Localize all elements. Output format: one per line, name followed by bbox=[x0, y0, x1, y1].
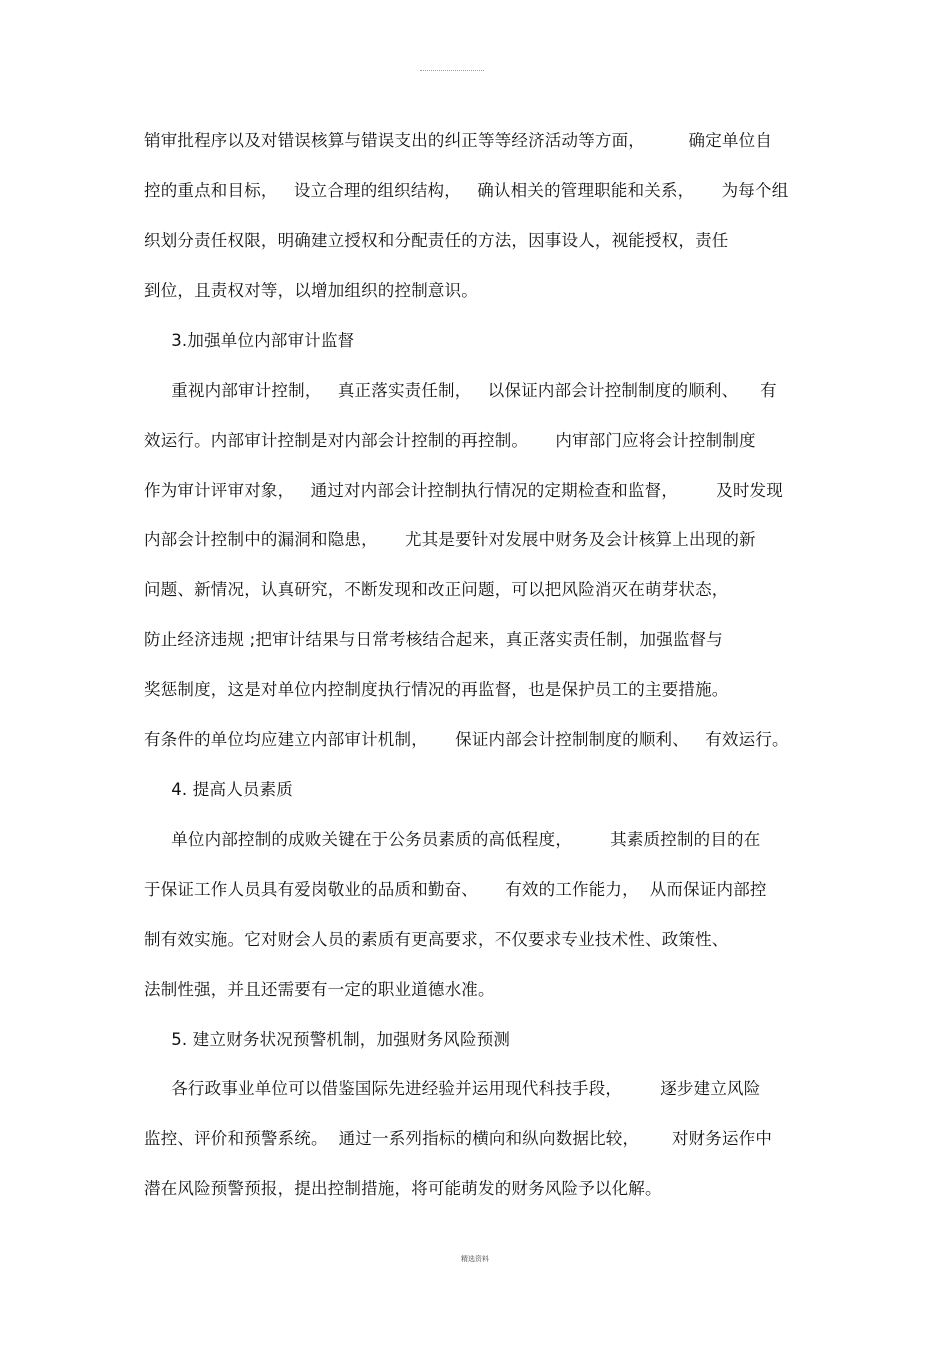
section-heading: 5. 建立财务状况预警机制，加强财务风险预测 bbox=[144, 1030, 511, 1049]
body-line: 作为审计评审对象， 通过对内部会计控制执行情况的定期检查和监督， 及时发现 bbox=[144, 481, 783, 500]
body-line: 各行政事业单位可以借鉴国际先进经验并运用现代科技手段， 逐步建立风险 bbox=[144, 1079, 761, 1098]
body-line: 内部会计控制中的漏洞和隐患， 尤其是要针对发展中财务及会计核算上出现的新 bbox=[144, 530, 756, 549]
body-line: 有条件的单位均应建立内部审计机制， 保证内部会计控制制度的顺利、 有效运行。 bbox=[144, 730, 789, 749]
section-heading: 3.加强单位内部审计监督 bbox=[144, 331, 355, 350]
body-line: 奖惩制度，这是对单位内控制度执行情况的再监督，也是保护员工的主要措施。 bbox=[144, 680, 729, 699]
body-line: 潜在风险预警预报，提出控制措施，将可能萌发的财务风险予以化解。 bbox=[144, 1179, 662, 1198]
body-line: 法制性强，并且还需要有一定的职业道德水准。 bbox=[144, 980, 495, 999]
body-line: 单位内部控制的成败关键在于公务员素质的高低程度， 其素质控制的目的在 bbox=[144, 830, 761, 849]
body-line: 效运行。内部审计控制是对内部会计控制的再控制。 内审部门应将会计控制制度 bbox=[144, 431, 756, 450]
body-line: 控的重点和目标， 设立合理的组织结构， 确认相关的管理职能和关系， 为每个组 bbox=[144, 181, 789, 200]
body-line: 于保证工作人员具有爱岗敬业的品质和勤奋、 有效的工作能力， 从而保证内部控 bbox=[144, 880, 767, 899]
section-heading: 4. 提高人员素质 bbox=[144, 780, 294, 799]
body-line: 监控、评价和预警系统。 通过一系列指标的横向和纵向数据比较， 对财务运作中 bbox=[144, 1129, 773, 1148]
body-line: 问题、新情况，认真研究，不断发现和改正问题，可以把风险消灭在萌芽状态， bbox=[144, 580, 729, 599]
body-line: 织划分责任权限，明确建立授权和分配责任的方法，因事设人，视能授权，责任 bbox=[144, 231, 729, 250]
body-line: 到位，且责权对等，以增加组织的控制意识。 bbox=[144, 281, 478, 300]
body-line: 防止经济违规 ;把审计结果与日常考核结合起来，真正落实责任制，加强监督与 bbox=[144, 630, 724, 649]
body-line: 重视内部审计控制， 真正落实责任制， 以保证内部会计控制制度的顺利、 有 bbox=[144, 381, 777, 400]
header-rule bbox=[420, 70, 484, 71]
body-line: 销审批程序以及对错误核算与错误支出的纠正等等经济活动等方面， 确定单位自 bbox=[144, 131, 773, 150]
page-footer: 精选资料 bbox=[461, 1255, 489, 1263]
body-line: 制有效实施。它对财会人员的素质有更高要求，不仅要求专业技术性、政策性、 bbox=[144, 930, 729, 949]
